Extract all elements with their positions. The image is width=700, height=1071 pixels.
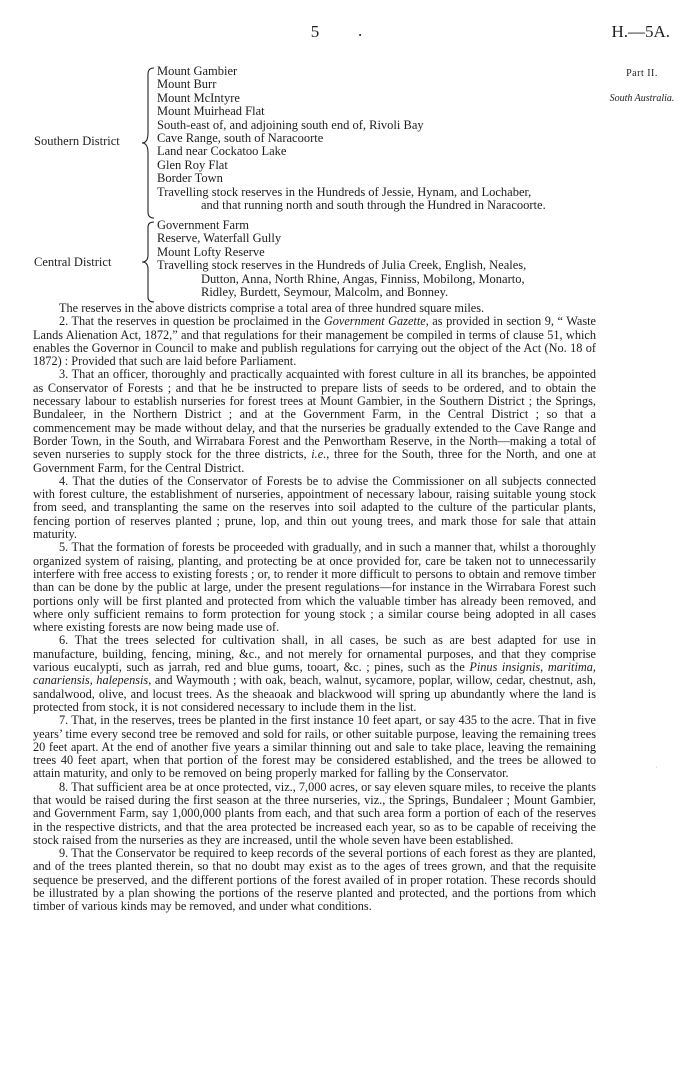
southern-district-brace: [140, 67, 156, 219]
list-item-continuation: Ridley, Burdett, Seymour, Malcolm, and Bonney.: [201, 285, 449, 300]
paragraph-8: 8. That sufficient area be at once protected, viz., 7,000 acres, or say eleven square miles, to receive the plants that would be raised during the first season at the three nurseries, viz., the Springs, Bundaleer ; Mount Gambier, and Government Farm, say 1,000,000 plants from each, and that such area form a portion of each of the reserves in the respective districts, and that the area protected be increased each year, so as to be capable of receiving the stock raised from the nurseries as they are increased, until the whole seven have been established.: [33, 779, 596, 847]
list-item-continuation: and that running north and south through the Hundred in Naracoorte.: [201, 198, 546, 213]
list-item: Mount Burr: [157, 77, 217, 92]
central-district-list: [157, 219, 597, 299]
central-district-brace: [140, 221, 156, 303]
southern-district-label: Southern District: [34, 134, 120, 148]
southern-district-list: [157, 65, 597, 212]
central-district-label: Central District: [34, 255, 112, 269]
pencil-mark: ': [656, 765, 658, 774]
list-item: Land near Cockatoo Lake: [157, 144, 287, 159]
list-item: Mount McIntyre: [157, 90, 240, 105]
page-number: 5: [310, 22, 320, 41]
document-reference: H.—5A.: [611, 22, 670, 41]
paragraph-4: 4. That the duties of the Conservator of Forests be to advise the Commissioner on all subjects connected with forest culture, the establishment of nurseries, appointment of necessary labour, raising suitable young stock from seed, and transplanting the same on the reserves into soil adapted to the culture of the particular plants, fencing portion of reserves planted ; prune, lop, and thin out young trees, and mark those for sale that attain maturity.: [33, 473, 596, 542]
list-item: Reserve, Waterfall Gully: [157, 231, 282, 246]
list-item: Border Town: [157, 171, 223, 186]
body-text: [33, 302, 596, 914]
list-item: Government Farm: [157, 218, 249, 232]
paragraph-3: 3. That an officer, thoroughly and practically acquainted with forest culture in all its branches, be appointed as Conservator of Forests ; and that he be instructed to prepare lists of seeds to be ordered, and to obtain the necessary labour to establish nurseries for forest trees at Mount Gambier, in the Southern District ; the Springs, Bundaleer, in the Northern District ; and at the Government Farm, in the Central District ; so that a commencement may be made without delay, and that the nurseries be gradually extended to the Cave Range and Border Town, in the South, and Wirrabara Forest and the Penwortham Reserve, in the North—making a total of seven nurseries to supply stock for the three districts, i.e., three for the South, three for the North, and one at Government Farm, for the Central District.: [33, 367, 597, 475]
paragraph-reserves-total: The reserves in the above districts comprise a total area of three hundred square miles.: [59, 301, 485, 315]
paragraph-7: 7. That, in the reserves, trees be planted in the first instance 10 feet apart, or say 435 to the acre. That in five years’ time every second tree be removed and sold for rails, or other suitable purpose, leaving the remaining trees 20 feet apart. At the end of another five years a similar thinning out and sale to take place, leaving the remaining trees 40 feet apart, when that portion of the forest may be considered established, and the trees be allowed to attain maturity, and only to be removed on being properly marked for falling by the Conservator.: [33, 713, 596, 781]
header-dot: .: [358, 21, 363, 40]
list-item: Travelling stock reserves in the Hundreds of Julia Creek, English, Neales,: [157, 258, 527, 273]
paragraph-2: 2. That the reserves in question be proclaimed in the Government Gazette, as provided in section 9, “ Waste Lands Alienation Act, 1872,” and that regulations for their management be compiled in terms of clause 51, which enables the Governor in Council to make and publish regulations for carrying out the object of the Act (No. 18 of 1872) : Provided that such are laid before Parliament.: [33, 314, 596, 369]
paragraph-9: 9. That the Conservator be required to keep records of the several portions of each forest as they are planted, and of the trees planted therein, so that no doubt may exist as to the ages of trees grown, and that the requisite sequence be preserved, and the different portions of the forest availed of in proper rotation. These records should be illustrated by a plan showing the portions of the reserve planted and protected, and the portions from which timber of various kinds may be removed, and under what conditions.: [33, 846, 596, 914]
list-item: Mount Lofty Reserve: [157, 244, 265, 259]
list-item: South-east of, and adjoining south end of, Rivoli Bay: [157, 117, 424, 132]
list-item-continuation: Dutton, Anna, North Rhine, Angas, Finniss, Mobilong, Monarto,: [201, 271, 525, 286]
list-item: Mount Gambier: [157, 64, 238, 78]
list-item: Travelling stock reserves in the Hundreds of Jessie, Hynam, and Lochaber,: [157, 184, 532, 199]
list-item: Glen Roy Flat: [157, 157, 228, 172]
paragraph-5: 5. That the formation of forests be proceeded with gradually, and in such a manner that, whilst a thoroughly organized system of raising, planting, and protecting be at once provided for, care be taken not to unnecessarily interfere with free access to existing forests ; or, to render it more difficult to persons to obtain and remove timber than can be done by the public at large, under the present regulations—for instance in the Wirrabara Forest such portions only will be first planted and protected from which the valuable timber has already been removed, and where only sufficient remains to form protection for young stock ; a similar course being adopted in all cases where existing forests are now being made use of.: [33, 540, 596, 635]
paragraph-6: 6. That the trees selected for cultivation shall, in all cases, be such as are best adapted for use in manufacture, building, fencing, mining, &c., and not merely for ornamental purposes, and that they comprise various eucalypti, such as jarrah, red and blue gums, tooart, &c. ; pines, such as the Pinus insignis, maritima, canariensis, halepensis, and Waymouth ; with oak, beach, walnut, sycamore, poplar, willow, cedar, chestnut, ash, sandalwood, olive, and locust trees. As the sheaoak and blackwood will spring up abundantly where the land is protected from stock, it is not considered necessary to include them in the list.: [33, 633, 597, 714]
margin-region-label: South Australia.: [609, 93, 675, 104]
list-item: Mount Muirhead Flat: [157, 104, 265, 119]
margin-part-label: Part II.: [626, 68, 658, 79]
list-item: Cave Range, south of Naracoorte: [157, 131, 324, 146]
